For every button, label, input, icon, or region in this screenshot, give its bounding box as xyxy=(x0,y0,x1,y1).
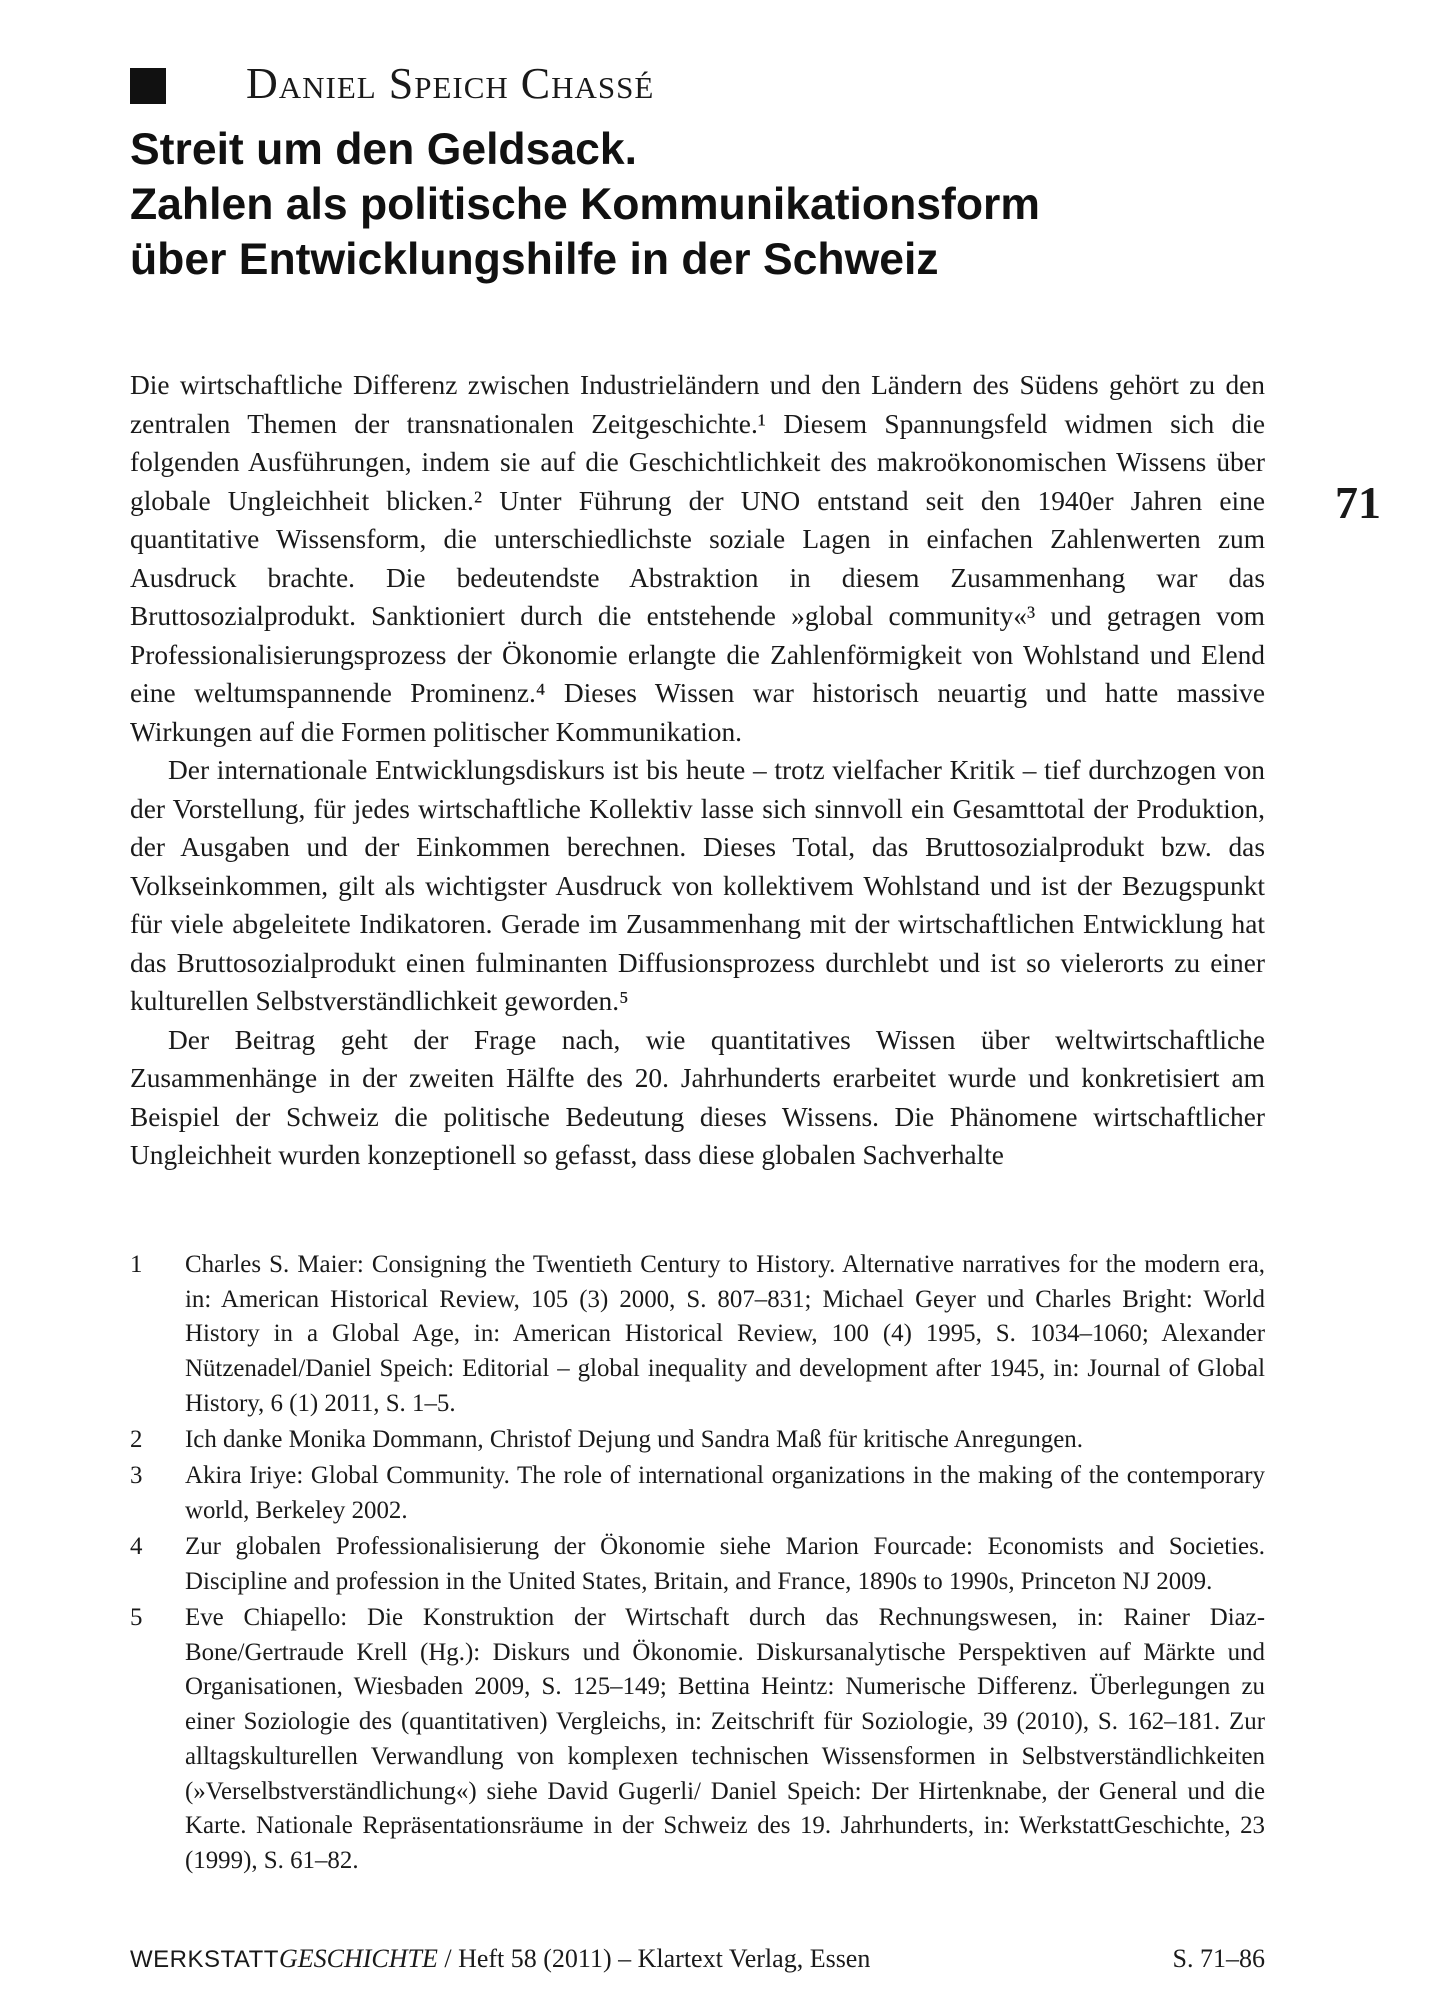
footnote xyxy=(130,1423,1265,1458)
article-title xyxy=(130,122,1230,287)
footnote xyxy=(130,1248,1265,1422)
section-marker-square xyxy=(130,68,166,104)
title-line-1: Streit um den Geldsack. xyxy=(130,125,637,174)
footnote-number: 3 xyxy=(130,1462,143,1490)
footnote-number: 4 xyxy=(130,1533,143,1561)
journal-citation xyxy=(130,1944,870,1974)
page-footer xyxy=(130,1944,1265,1974)
footnote-number: 5 xyxy=(130,1604,143,1632)
page-number: 71 xyxy=(1335,477,1381,528)
page-range: S. 71–86 xyxy=(1172,1944,1265,1973)
footnote-text: Charles S. Maier: Consigning the Twentieth Century to History. Alternative narratives for the modern era, in: American Historical Review, 105 (3) 2000, S. 807–831; Michael Geyer und Charles Bright: World History in a Global Age, in: American Historical Review, 100 (4) 1995, S. 1034–1060; Alexander Nützenadel/Daniel Speich: Editorial – global inequality and development after 1945, in: Journal of Global History, 6 (1) 2011, S. 1–5. xyxy=(185,1251,1265,1417)
body-text xyxy=(130,366,1265,1175)
footnote xyxy=(130,1459,1265,1528)
journal-name-caps: WERKSTATT xyxy=(130,1946,279,1973)
footnote-text: Eve Chiapello: Die Konstruktion der Wirtschaft durch das Rechnungswesen, in: Rainer Diaz-Bone/Gertraude Krell (Hg.): Diskurs und Ökonomie. Diskursanalytische Perspektiven auf Märkte und Organisationen, Wiesbaden 2009, S. 125–149; Bettina Heintz: Numerische Differenz. Überlegungen zu einer Soziologie des (quantitativen) Vergleichs, in: Zeitschrift für Soziologie, 39 (2010), S. 162–181. Zur alltagskulturellen Verwandlung von komplexen technischen Wissensformen in Selbstverständlichkeiten (»Verselbstverständlichung«) siehe David Gugerli/ Daniel Speich: Der Hirtenknabe, der General und die Karte. Nationale Repräsentationsräume in der Schweiz des 19. Jahrhunderts, in: WerkstattGeschichte, 23 (1999), S. 61–82. xyxy=(185,1604,1265,1874)
footnote-number: 2 xyxy=(130,1426,143,1454)
footnote xyxy=(130,1530,1265,1599)
journal-name-italic: GESCHICHTE xyxy=(278,1944,438,1973)
body-paragraph: Der internationale Entwicklungsdiskurs ist bis heute – trotz vielfacher Kritik – tief durchzogen von der Vorstellung, für jedes wirtschaftliche Kollektiv lasse sich sinnvoll ein Gesamttotal der Produktion, der Ausgaben und der Einkommen berechnen. Dieses Total, das Bruttosozialprodukt bzw. das Volkseinkommen, gilt als wichtigster Ausdruck von kollektivem Wohlstand und ist der Bezugspunkt für viele abgeleitete Indikatoren. Gerade im Zusammenhang mit der wirtschaftlichen Entwicklung hat das Bruttosozialprodukt einen fulminanten Diffusionsprozess durchlebt und ist so vielerorts zu einer kulturellen Selbstverständlichkeit geworden.⁵ xyxy=(130,755,1265,1016)
body-paragraph: Die wirtschaftliche Differenz zwischen Industrieländern und den Ländern des Südens gehört zu den zentralen Themen der transnationalen Zeitgeschichte.¹ Diesem Spannungsfeld widmen sich die folgenden Ausführungen, indem sie auf die Geschichtlichkeit des makroökonomischen Wissens über globale Ungleichheit blicken.² Unter Führung der UNO entstand seit den 1940er Jahren eine quantitative Wissensform, die unterschiedlichste soziale Lagen in einfachen Zahlenwerten zum Ausdruck brachte. Die bedeutendste Abstraktion in diesem Zusammenhang war das Bruttosozialprodukt. Sanktioniert durch die entstehende »global community«³ und getragen vom Professionalisierungsprozess der Ökonomie erlangte die Zahlenförmigkeit von Wohlstand und Elend eine weltumspannende Prominenz.⁴ Dieses Wissen war historisch neuartig und hatte massive Wirkungen auf die Formen politischer Kommunikation. xyxy=(130,370,1265,747)
footnotes xyxy=(130,1248,1265,1880)
title-line-3: über Entwicklungshilfe in der Schweiz xyxy=(130,235,939,284)
footnote-text: Akira Iriye: Global Community. The role of international organizations in the making of the contemporary world, Berkeley 2002. xyxy=(185,1462,1265,1524)
footnote xyxy=(130,1601,1265,1879)
footnote-text: Ich danke Monika Dommann, Christof Dejung und Sandra Maß für kritische Anregungen. xyxy=(185,1426,1083,1454)
title-line-2: Zahlen als politische Kommunikationsform xyxy=(130,180,1040,229)
journal-issue: / Heft 58 (2011) – Klartext Verlag, Essen xyxy=(437,1944,871,1973)
author-name: Daniel Speich Chassé xyxy=(246,59,655,108)
body-paragraph: Der Beitrag geht der Frage nach, wie quantitatives Wissen über weltwirtschaftliche Zusammenhänge in der zweiten Hälfte des 20. Jahrhunderts erarbeitet wurde und konkretisiert am Beispiel der Schweiz die politische Bedeutung dieses Wissens. Die Phänomene wirtschaftlicher Ungleichheit wurden konzeptionell so gefasst, dass diese globalen Sachverhalte xyxy=(130,1024,1265,1170)
footnote-number: 1 xyxy=(130,1251,143,1278)
footnote-text: Zur globalen Professionalisierung der Ökonomie siehe Marion Fourcade: Economists and Societies. Discipline and profession in the United States, Britain, and France, 1890s to 1990s, Princeton NJ 2009. xyxy=(185,1533,1265,1595)
